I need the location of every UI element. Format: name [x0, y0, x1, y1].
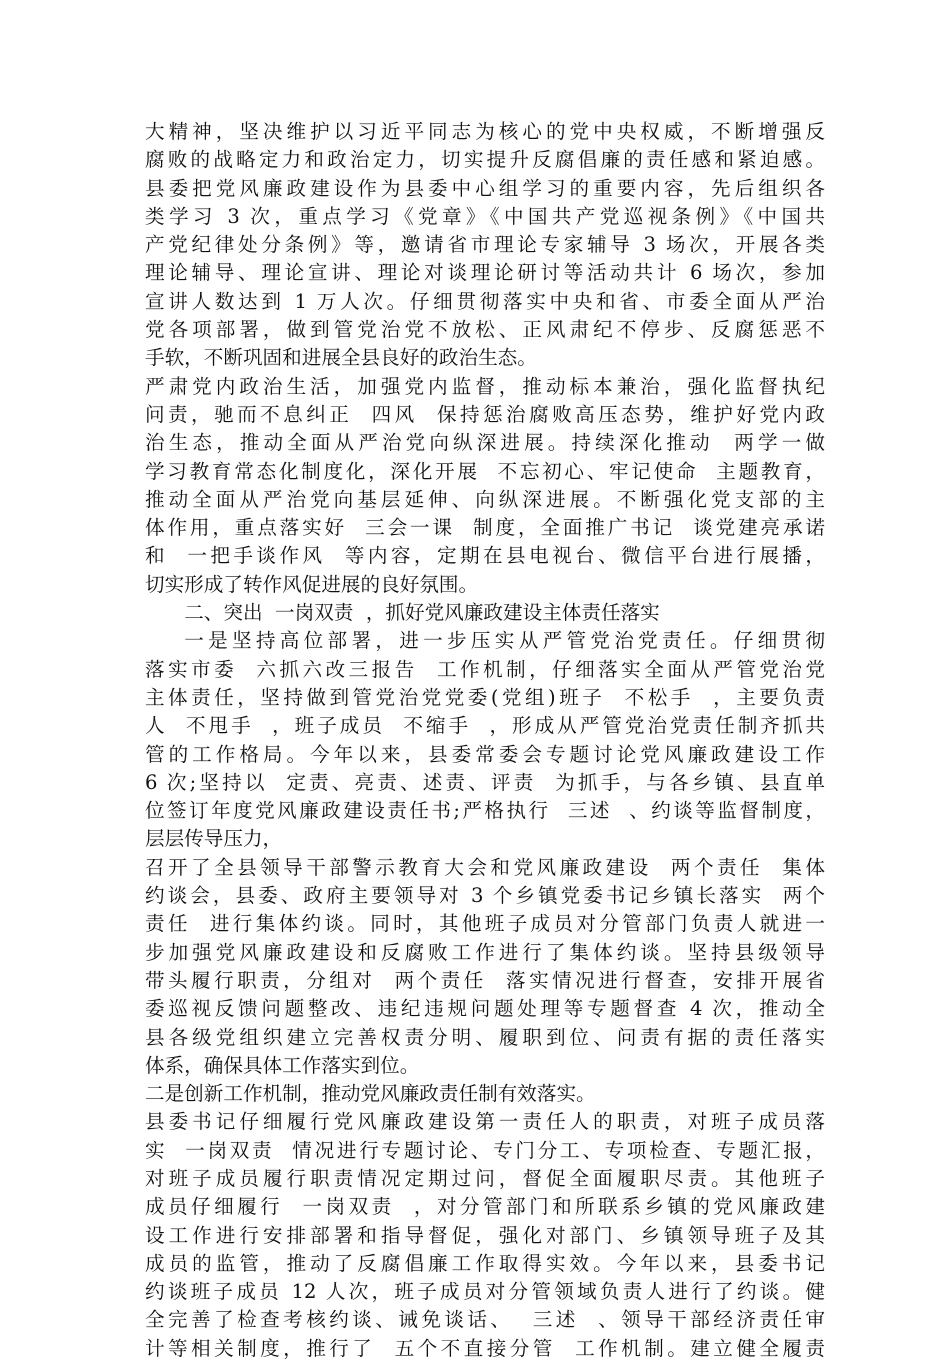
text-line: 成员仔细履行 一岗双责 ，对分管部门和所联系乡镇的党风廉政建 — [145, 1195, 825, 1219]
text-line: 管的工作格局。今年以来，县委常委会专题讨论党风廉政建设工作 — [145, 742, 825, 766]
text-line: 产党纪律处分条例》等，邀请省市理论专家辅导 3 场次，开展各类 — [145, 233, 825, 257]
text-line: 县各级党组织建立完善权责分明、履职到位、问责有据的责任落实 — [145, 1025, 825, 1049]
text-line: 一是坚持高位部署，进一步压实从严管党治党责任。仔细贯彻 — [184, 629, 825, 653]
text-line: 县委书记仔细履行党风廉政建设第一责任人的职责，对班子成员落 — [145, 1110, 825, 1134]
text-line: 主体责任，坚持做到管党治党党委(党组)班子 不松手 ，主要负责 — [145, 685, 825, 709]
text-line: 委巡视反馈问题整改、违纪违规问题处理等专题督查 4 次，推动全 — [145, 997, 825, 1021]
text-line: 手软，不断巩固和进展全县良好的政治生态。 — [145, 346, 537, 370]
text-line: 人 不甩手 ，班子成员 不缩手 ，形成从严管党治党责任制齐抓共 — [145, 714, 825, 738]
text-line: 治生态，推动全面从严治党向纵深进展。持续深化推动 两学一做 — [145, 431, 825, 455]
text-line: 6 次;坚持以 定责、亮责、述责、评责 为抓手，与各乡镇、县直单 — [145, 770, 825, 794]
text-line: 召开了全县领导干部警示教育大会和党风廉政建设 两个责任 集体 — [145, 855, 825, 879]
text-line: 设工作进行安排部署和指导督促，强化对部门、乡镇领导班子及其 — [145, 1223, 825, 1247]
text-line: 落实市委 六抓六改三报告 工作机制，仔细落实全面从严管党治党 — [145, 657, 825, 681]
text-line: 党各项部署，做到管党治党不放松、正风肃纪不停步、反腐惩恶不 — [145, 318, 825, 342]
text-line: 理论辅导、理论宣讲、理论对谈理论研讨等活动共计 6 场次，参加 — [145, 261, 825, 285]
text-line: 体作用，重点落实好 三会一课 制度，全面推广书记 谈党建亮承诺 — [145, 516, 825, 540]
text-line: 宣讲人数达到 1 万人次。仔细贯彻落实中央和省、市委全面从严治 — [145, 289, 825, 313]
text-line: 二是创新工作机制，推动党风廉政责任制有效落实。 — [145, 1082, 596, 1106]
text-line: 步加强党风廉政建设和反腐败工作进行了集体约谈。坚持县级领导 — [145, 940, 825, 964]
text-line: 严肃党内政治生活，加强党内监督，推动标本兼治，强化监督执纪 — [145, 374, 825, 398]
text-line: 大精神，坚决维护以习近平同志为核心的党中央权威，不断增强反 — [145, 120, 825, 143]
text-line: 和 一把手谈作风 等内容，定期在县电视台、微信平台进行展播， — [145, 544, 825, 568]
text-line: 体系，确保具体工作落实到位。 — [145, 1053, 420, 1077]
text-line: 责任 进行集体约谈。同时，其他班子成员对分管部门负责人就进一 — [145, 912, 825, 936]
text-line: 学习教育常态化制度化，深化开展 不忘初心、牢记使命 主题教育， — [145, 459, 825, 483]
text-line: 腐败的战略定力和政治定力，切实提升反腐倡廉的责任感和紧迫感。 — [145, 148, 825, 172]
text-line: 约谈会，县委、政府主要领导对 3 个乡镇党委书记乡镇长落实 两个 — [145, 884, 825, 908]
text-line: 成员的监管，推动了反腐倡廉工作取得实效。今年以来，县委书记 — [145, 1251, 825, 1275]
text-line: 推动全面从严治党向基层延伸、向纵深进展。不断强化党支部的主 — [145, 487, 825, 511]
text-line: 切实形成了转作风促进展的良好氛围。 — [145, 572, 479, 596]
text-line: 对班子成员履行职责情况定期过问，督促全面履职尽责。其他班子 — [145, 1166, 825, 1190]
text-line: 层层传导压力， — [145, 827, 283, 851]
text-line: 县委把党风廉政建设作为县委中心组学习的重要内容，先后组织各 — [145, 176, 825, 200]
text-line: 位签订年度党风廉政建设责任书;严格执行 三述 、约谈等监督制度， — [145, 799, 825, 823]
text-line: 全完善了检查考核约谈、诫免谈话、 三述 、领导干部经济责任审 — [145, 1308, 825, 1332]
text-line: 实 一岗双责 情况进行专题讨论、专门分工、专项检查、专题汇报， — [145, 1138, 825, 1162]
text-line: 问责，驰而不息纠正 四风 保持惩治腐败高压态势，维护好党内政 — [145, 402, 825, 426]
text-line: 带头履行职责，分组对 两个责任 落实情况进行督查，安排开展省 — [145, 968, 825, 992]
section-heading: 二、突出 一岗双责 ，抓好党风廉政建设主体责任落实 — [184, 601, 660, 625]
text-line: 类学习 3 次，重点学习《党章》《中国共产党巡视条例》《中国共 — [145, 204, 825, 228]
text-line: 约谈班子成员 12 人次，班子成员对分管领域负责人进行了约谈。健 — [145, 1280, 825, 1304]
document-body — [145, 118, 825, 1363]
text-line: 计等相关制度，推行了 五个不直接分管 工作机制。建立健全履责 — [145, 1336, 825, 1360]
